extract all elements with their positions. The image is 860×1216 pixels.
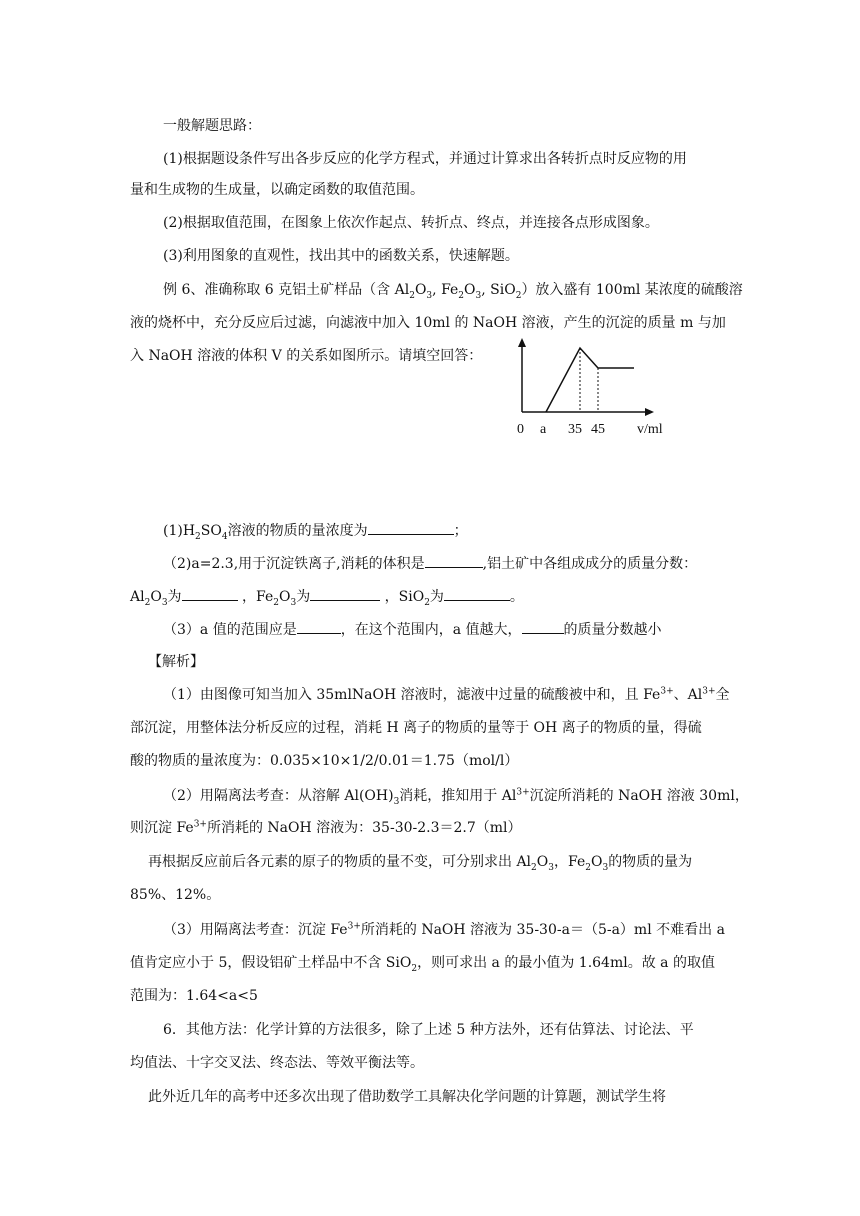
question-1: $(1)H_2SO_4$溶液的物质的量浓度为 ； [163, 520, 468, 541]
analysis-1-line1: （1）由图像可知当加入 35mlNaOH 溶液时，滤液中过量的硫酸被中和，且 $Fe^{3+}$、$Al^{3+}$全 [163, 686, 730, 703]
question-2: （2)a=2.3,用于沉淀铁离子,消耗的体积是 ,铝土矿中各组成成分的质量分数： [163, 553, 697, 574]
analysis-2-line4: 85%、12%。 [130, 887, 221, 903]
para-step2: (2)根据取值范围，在图象上依次作起点、转折点、终点，并连接各点形成图象。 [163, 215, 659, 231]
closing-paragraph: 此外近几年的高考中还多次出现了借助数学工具解决化学问题的计算题，测试学生将 [148, 1089, 666, 1105]
question-2-cont: $Al_2O_3$为 ，$Fe_2O_3$为 ，SiO$_2$为 。 [130, 586, 524, 607]
example-6-line1: 例 6、准确称取 6 克铝土矿样品（含 $Al_2O_3$, $Fe_2O_3$, SiO$_2$）放入盛有 100ml 某浓度的硫酸溶 [163, 282, 743, 301]
question-3: （3）a 值的范围应是 ，在这个范围内，a 值越大， 的质量分数越小 [163, 619, 662, 640]
analysis-2-line2: 则沉淀 $Fe^{3+}$所消耗的 NaOH 溶液为：35-30-2.3＝2.7（ml） [130, 819, 522, 836]
other-methods-line1: 6．其他方法：化学计算的方法很多，除了上述 5 种方法外，还有估算法、讨论法、平 [163, 1022, 694, 1038]
example-6-line3: 入 NaOH 溶液的体积 V 的关系如图所示。请填空回答： [130, 348, 483, 364]
analysis-1-line2: 部沉淀，用整体法分析反应的过程，消耗 H 离子的物质的量等于 OH 离子的物质的量，得硫 [130, 720, 702, 736]
analysis-1-line3: 酸的物质的量浓度为：0.035×10×1/2/0.01＝1.75（mol/l） [130, 753, 519, 769]
analysis-3-line1: （3）用隔离法考查：沉淀 $Fe^{3+}$所消耗的 NaOH 溶液为 35-30-a＝（5-a）ml 不难看出 a [163, 921, 725, 938]
analysis-2-line1: （2）用隔离法考查：从溶解 $Al(OH)_3$消耗，推知用于 $Al^{3+}$沉淀所消耗的 NaOH 溶液 30ml， [163, 787, 749, 807]
analysis-3-line3: 范围为：1.64<a<5 [130, 988, 258, 1004]
tick-label-45: 45 [591, 422, 605, 437]
analysis-3-line2: 值肯定应小于 5，假设铝矿土样品中不含 SiO$_2$，则可求出 a 的最小值为 1.64ml。故 a 的取值 [130, 955, 715, 974]
para-step1-cont: 量和生成物的生成量，以确定函数的取值范围。 [130, 182, 424, 198]
para-step3: (3)利用图象的直观性，找出其中的函数关系，快速解题。 [163, 248, 519, 264]
tick-label-0: 0 [517, 422, 524, 437]
y-axis-arrow [518, 338, 526, 347]
example-6-line2: 液的烧杯中，充分反应后过滤，向滤液中加入 10ml 的 NaOH 溶液，产生的沉淀的质量 m 与加 [130, 315, 726, 331]
x-axis-arrow [645, 408, 654, 416]
x-axis-label: v/ml [637, 422, 663, 437]
precipitate-curve [546, 348, 634, 412]
analysis-heading: 【解析】 [148, 654, 204, 670]
para-step1: (1)根据题设条件写出各步反应的化学方程式，并通过计算求出各转折点时反应物的用 [163, 151, 687, 167]
other-methods-line2: 均值法、十字交叉法、终态法、等效平衡法等。 [130, 1055, 424, 1071]
analysis-2-line3: 再根据反应前后各元素的原子的物质的量不变，可分别求出 $Al_2O_3$，$Fe_2O_3$的物质的量为 [148, 854, 693, 873]
heading-approach: 一般解题思路： [163, 118, 261, 134]
tick-label-35: 35 [568, 422, 582, 437]
tick-label-a: a [540, 422, 547, 437]
